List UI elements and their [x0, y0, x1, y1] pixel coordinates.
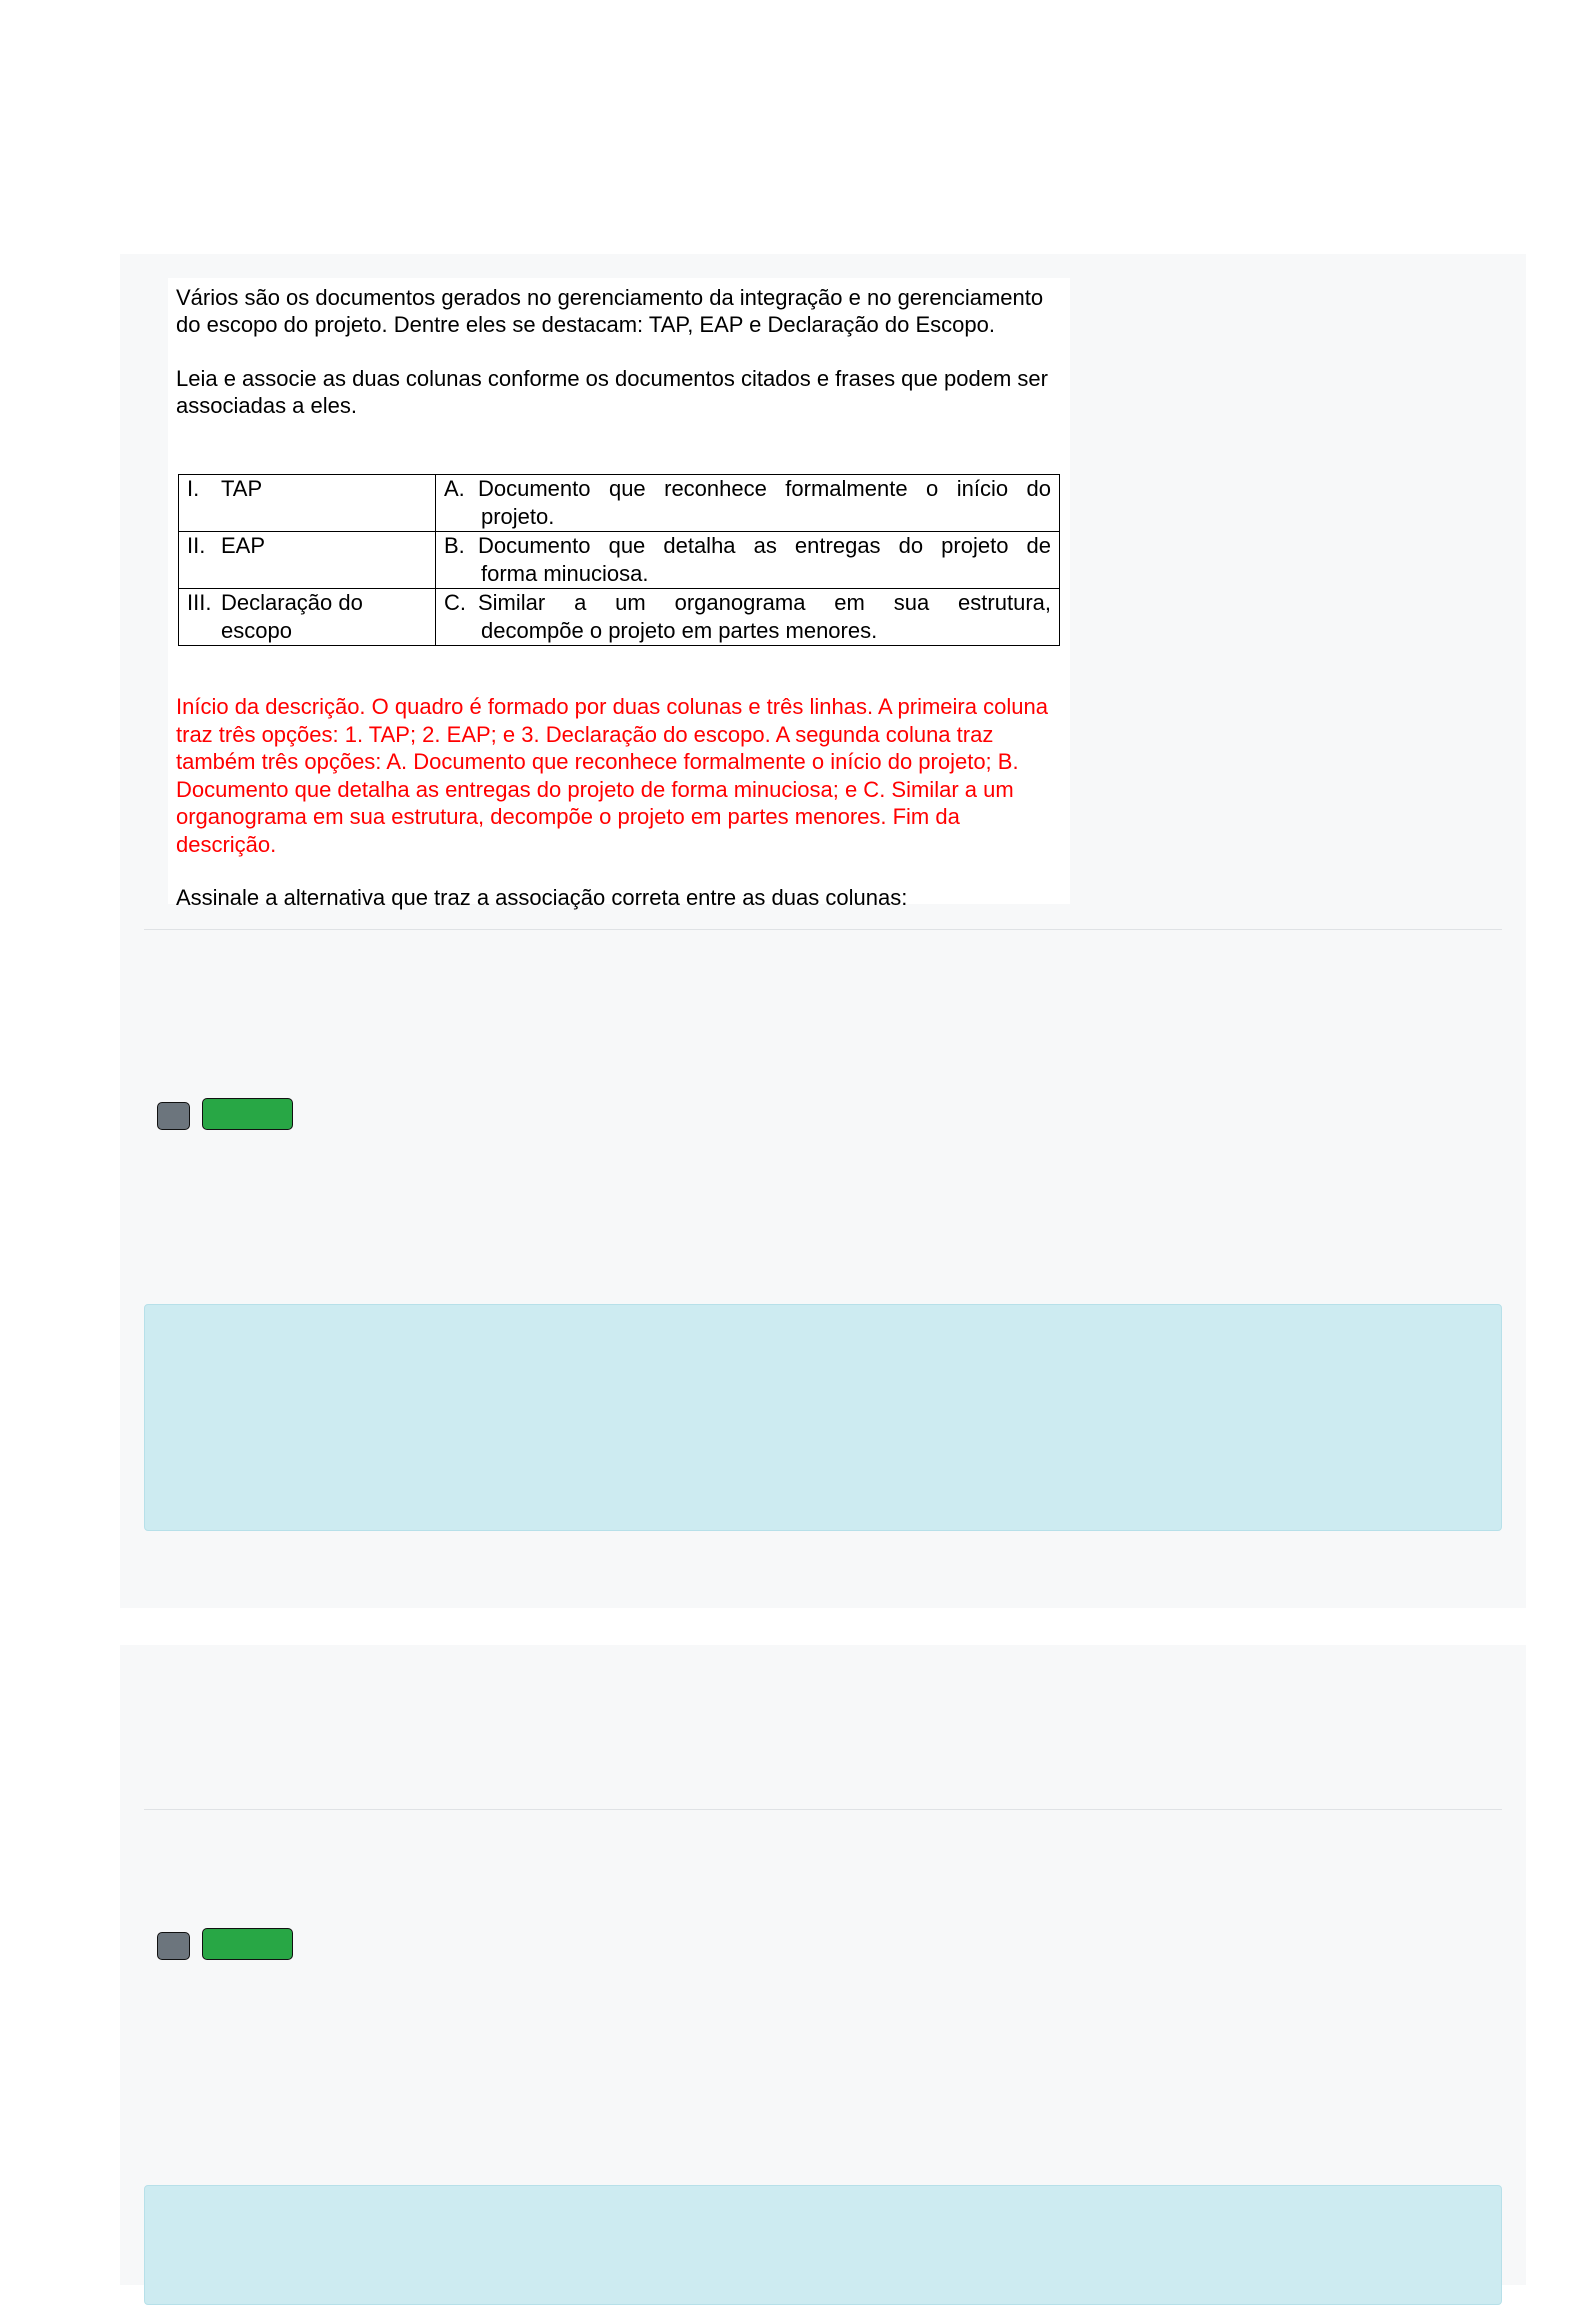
- row-letter: A.: [444, 476, 465, 501]
- green-button[interactable]: [202, 1928, 293, 1960]
- divider: [144, 1809, 1502, 1810]
- row-numeral: II.: [187, 533, 206, 558]
- row-numeral: III.: [187, 590, 212, 615]
- row-phrase-line1: Documento que reconhece formalmente o início do: [478, 476, 1051, 501]
- row-document-line2: escopo: [221, 618, 292, 643]
- table-cell-right: [436, 475, 1060, 532]
- green-button[interactable]: [202, 1098, 293, 1130]
- row-document: TAP: [221, 476, 263, 501]
- table-row: [179, 589, 1060, 646]
- question-statement-image: [168, 278, 1070, 910]
- table-cell-right: [436, 532, 1060, 589]
- table-row: [179, 475, 1060, 532]
- row-letter: B.: [444, 533, 465, 558]
- row-phrase-line2: projeto.: [481, 504, 555, 529]
- gray-button[interactable]: [157, 1102, 190, 1130]
- divider: [144, 929, 1502, 930]
- row-phrase-line2: forma minuciosa.: [481, 561, 649, 586]
- info-box: [144, 2185, 1502, 2305]
- association-table: [178, 474, 1060, 646]
- table-cell-right: [436, 589, 1060, 646]
- question-card: [120, 1645, 1526, 2285]
- row-phrase-line2: decompõe o projeto em partes menores.: [481, 618, 878, 643]
- table-cell-left: [179, 532, 436, 589]
- gray-button[interactable]: [157, 1932, 190, 1960]
- question-instruction: Assinale a alternativa que traz a associação correta entre as duas colunas:: [176, 885, 908, 910]
- row-document: Declaração do: [221, 590, 363, 615]
- row-letter: C.: [444, 590, 466, 615]
- row-phrase-line1: Documento que detalha as entregas do projeto de: [478, 533, 1051, 558]
- row-document: EAP: [221, 533, 266, 558]
- table-description: Início da descrição. O quadro é formado por duas colunas e três linhas. A primeira coluna traz três opções: 1. TAP; 2. EAP; e 3. Declaração do escopo. A segunda coluna traz também três opções: A. Documento que reconhece formalmente o início do projeto; B. Documento que detalha as entregas do projeto de forma minuciosa; e C. Similar a um organograma em sua estrutura, decompõe o projeto em partes menores. Fim da descrição.: [176, 694, 1048, 857]
- table-cell-left: [179, 475, 436, 532]
- row-numeral: I.: [187, 476, 200, 501]
- question-card: [120, 254, 1526, 1608]
- question-prompt: Leia e associe as duas colunas conforme os documentos citados e frases que podem ser associadas a eles.: [176, 366, 1048, 418]
- info-box: [144, 1304, 1502, 1531]
- question-intro: Vários são os documentos gerados no gerenciamento da integração e no gerenciamento do escopo do projeto. Dentre eles se destacam: TAP, EAP e Declaração do Escopo.: [176, 285, 1044, 337]
- row-phrase-line1: Similar a um organograma em sua estrutura,: [478, 590, 1051, 615]
- table-row: [179, 532, 1060, 589]
- table-cell-left: [179, 589, 436, 646]
